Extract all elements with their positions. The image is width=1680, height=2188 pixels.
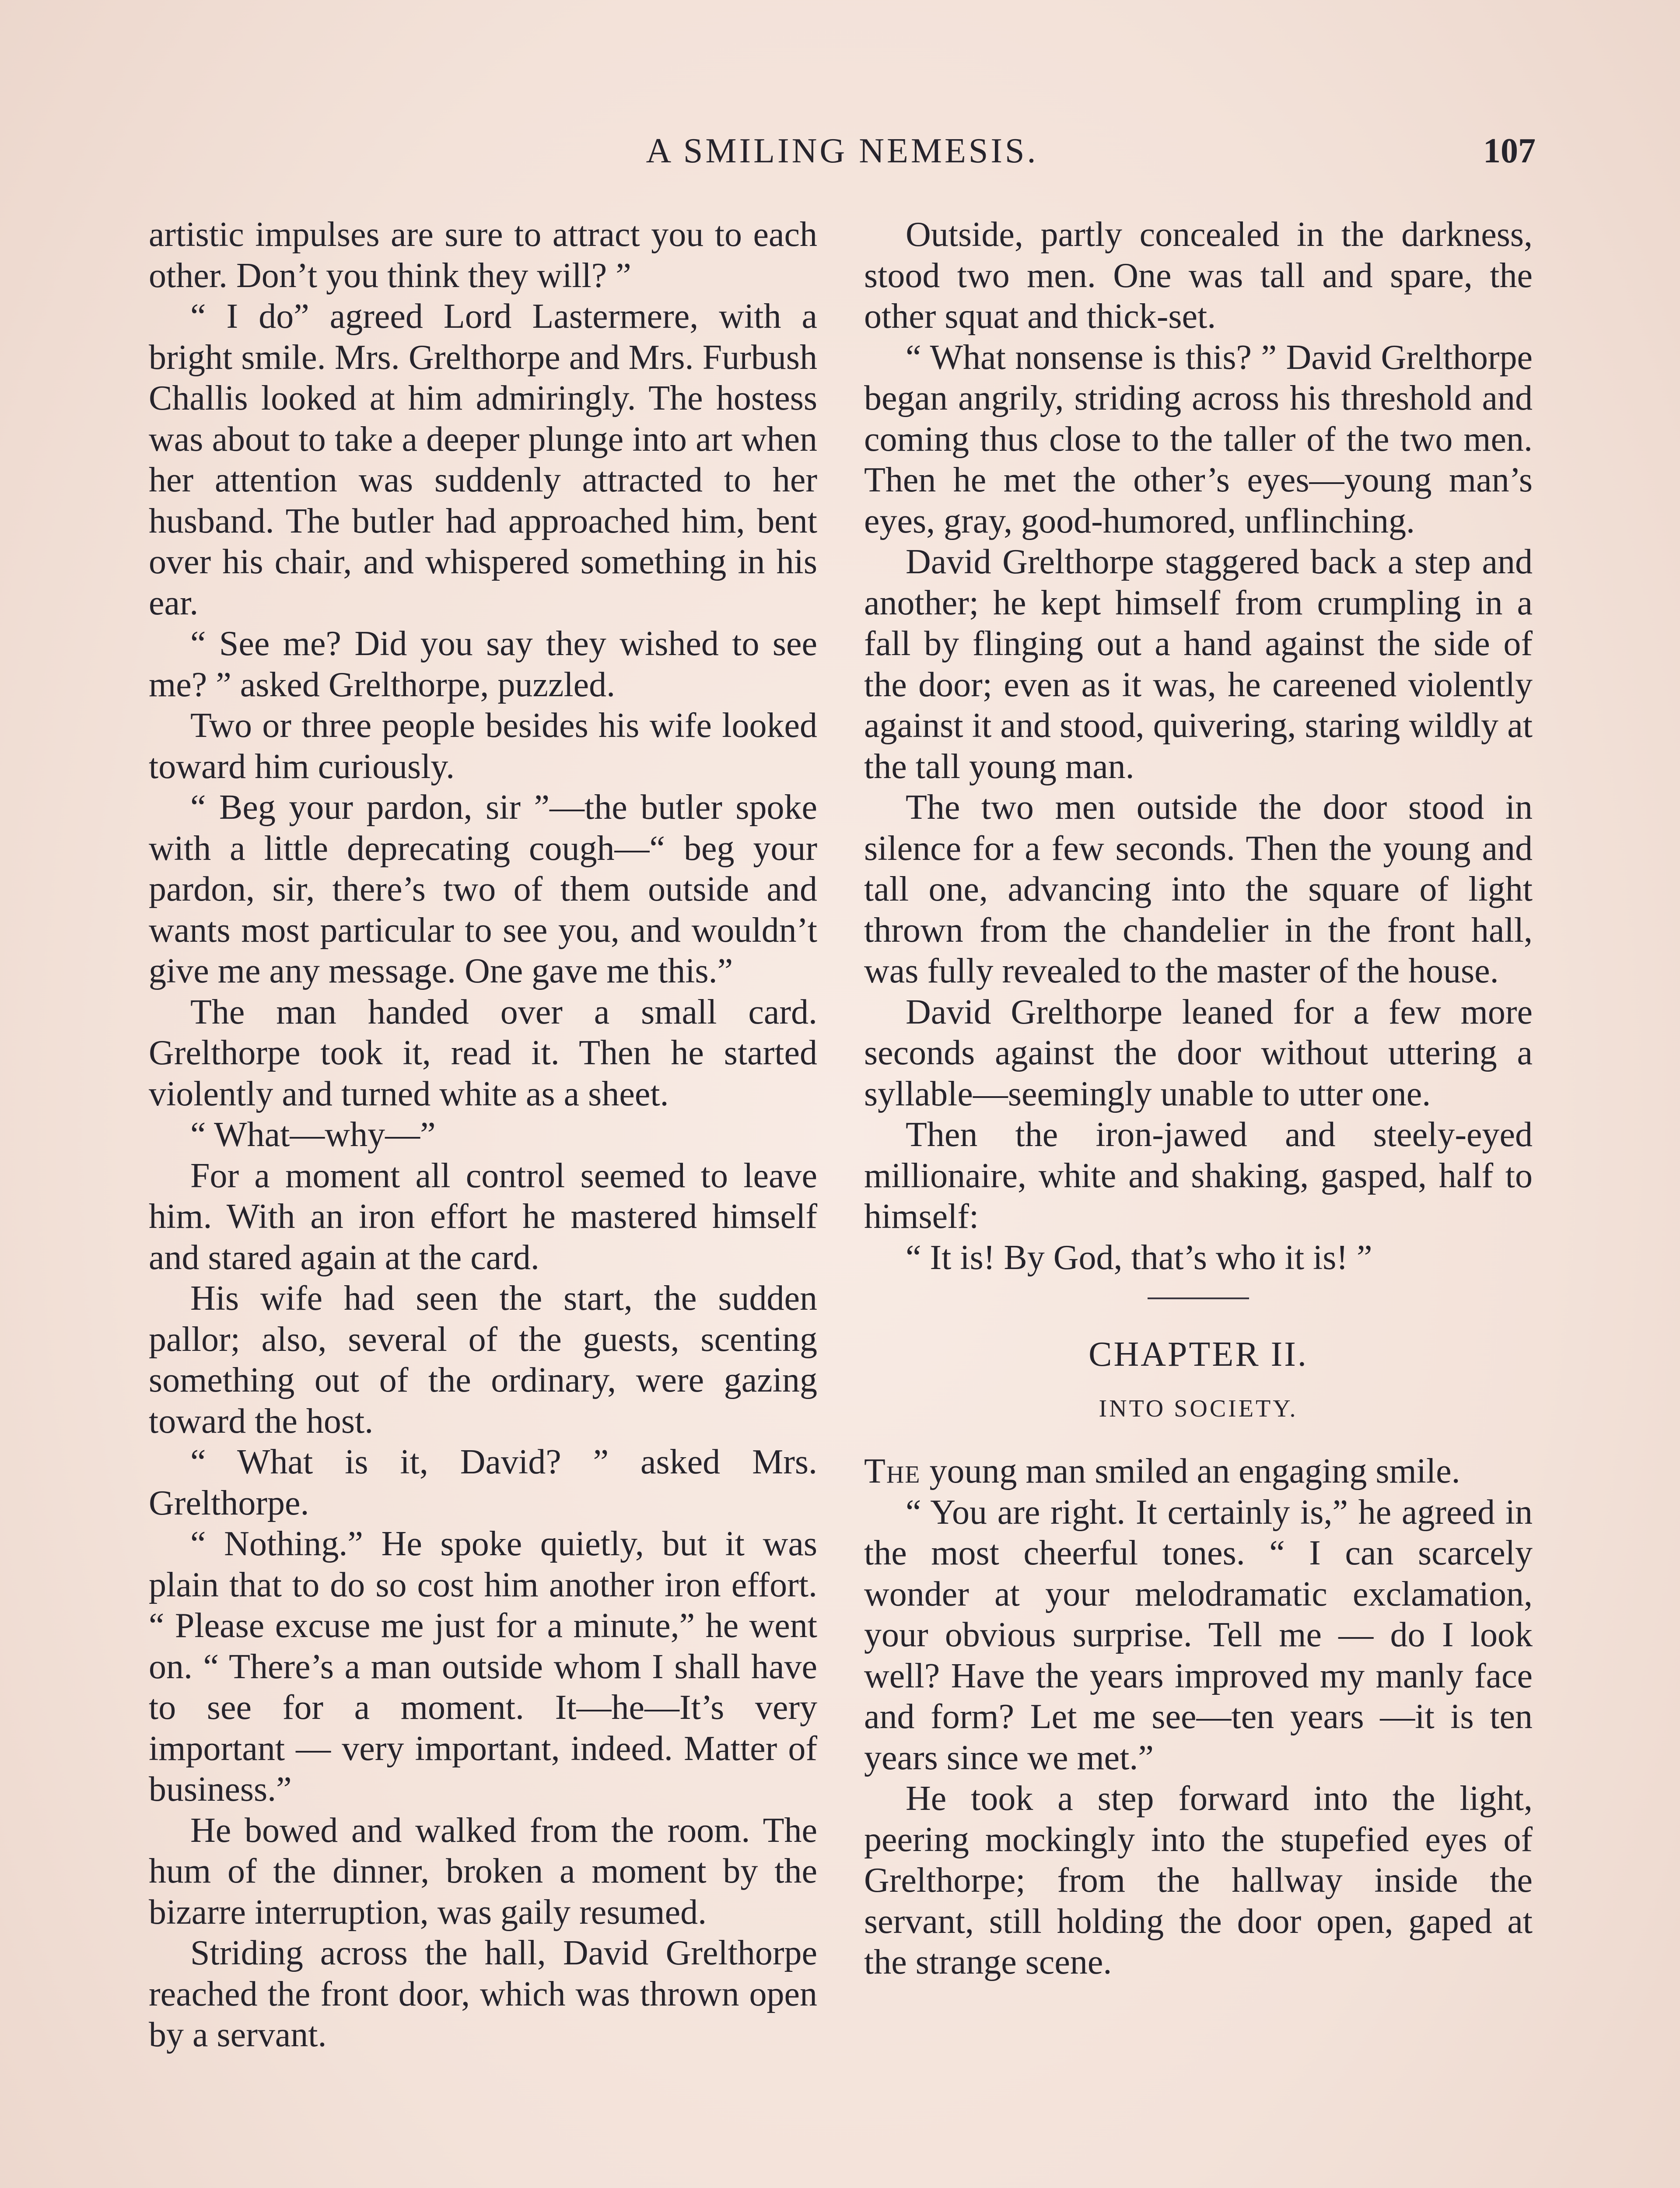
page-number: 107 (1483, 132, 1536, 170)
paragraph: David Grelthorpe leaned for a few more seconds against the door without uttering a syllable—seemingly unable to utter one. (864, 992, 1533, 1113)
paragraph: “ What—why—” (190, 1115, 436, 1154)
paragraph: He took a step forward into the light, peering mockingly into the stupefied eyes of Grelthorpe; from the hallway inside the servant, still holding the door open, gaped at the strange scene. (864, 1779, 1533, 1981)
left-column (149, 214, 817, 2056)
paragraph: The two men outside the door stood in silence for a few seconds. Then the young and tall one, advancing into the square of light thrown from the chandelier in the front hall, was fully revealed to the master of the house. (864, 788, 1533, 990)
paragraph: His wife had seen the start, the sudden pallor; also, several of the guests, scenting something out of the ordinary, were gazing toward the host. (149, 1279, 817, 1441)
paragraph: artistic impulses are sure to attract you to each other. Don’t you think they will? ” (149, 215, 817, 295)
running-head (149, 131, 1536, 179)
right-column (864, 214, 1533, 1983)
running-title: A SMILING NEMESIS. (646, 132, 1039, 170)
paragraph: “ I do” agreed Lord Lastermere, with a bright smile. Mrs. Grelthorpe and Mrs. Furbush Challis looked at him admiringly. The hostess was about to take a deeper plunge into art when her attention was suddenly attracted to her husband. The butler had approached him, bent over his chair, and whispered something in his ear. (149, 297, 817, 622)
paragraph: Striding across the hall, David Grelthorpe reached the front door, which was thrown open by a servant. (149, 1934, 817, 2054)
chapter-subtitle: INTO SOCIETY. (1099, 1395, 1298, 1422)
section-divider (1148, 1297, 1249, 1299)
paragraph: Outside, partly concealed in the darkness, stood two men. One was tall and spare, the other squat and thick-set. (864, 215, 1533, 336)
paragraph: David Grelthorpe staggered back a step and another; he kept himself from crumpling in a fall by flinging out a hand against the side of the door; even as it was, he careened violently against it and stood, quivering, staring wildly at the tall young man. (864, 543, 1533, 786)
paragraph: “ Nothing.” He spoke quietly, but it was plain that to do so cost him another iron effort. “ Please excuse me just for a minute,” he went on. “ There’s a man outside whom I shall have to see for a moment. It—he—It’s very important — very important, indeed. Matter of business.” (149, 1525, 817, 1809)
paragraph: “ See me? Did you say they wished to see me? ” asked Grelthorpe, puzzled. (149, 624, 817, 704)
paragraph: “ What is it, David? ” asked Mrs. Grelthorpe. (149, 1443, 817, 1522)
chapter-heading: CHAPTER II. (1088, 1335, 1308, 1374)
chapter-lead-word: The (864, 1452, 921, 1490)
paragraph: Then the iron-jawed and steely-eyed millionaire, white and shaking, gasped, half to himself: (864, 1115, 1533, 1236)
paragraph: “ Beg your pardon, sir ”—the butler spoke with a little deprecating cough—“ beg your pardon, sir, there’s two of them outside and wants most particular to see you, and wouldn’t give me any message. One gave me this.” (149, 788, 817, 990)
paragraph: “ What nonsense is this? ” David Grelthorpe began angrily, striding across his threshold and coming thus close to the taller of the two men. Then he met the other’s eyes—young man’s eyes, gray, good-humored, unflinching. (864, 338, 1533, 540)
paragraph: He bowed and walked from the room. The hum of the dinner, broken a moment by the bizarre interruption, was gaily resumed. (149, 1811, 817, 1932)
paragraph: The man handed over a small card. Grelthorpe took it, read it. Then he started violently and turned white as a sheet. (149, 992, 817, 1113)
paragraph: Two or three people besides his wife looked toward him curiously. (149, 706, 817, 786)
chapter-lead-text: young man smiled an engaging smile. (920, 1452, 1460, 1490)
paragraph: For a moment all control seemed to leave him. With an iron effort he mastered himself and stared again at the card. (149, 1156, 817, 1277)
paragraph: “ It is! By God, that’s who it is! ” (906, 1238, 1372, 1277)
paragraph: “ You are right. It certainly is,” he agreed in the most cheerful tones. “ I can scarcely wonder at your melodramatic exclamation, your obvious surprise. Tell me — do I look well? Have the years improved my manly face and form? Let me see—ten years —it is ten years since we met.” (864, 1493, 1533, 1777)
chapter-opening-paragraph (864, 1451, 1533, 1492)
